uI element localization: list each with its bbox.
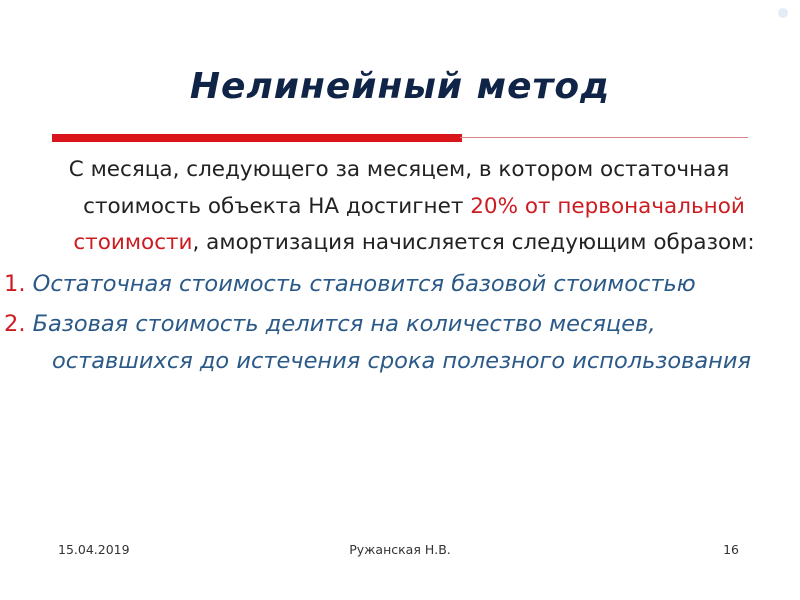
intro-paragraph — [40, 152, 758, 262]
list-item-number: 2. — [4, 311, 26, 337]
list-item-number: 1. — [4, 270, 26, 297]
title-underline-thin — [460, 137, 748, 138]
footer-author: Ружанская Н.В. — [349, 542, 451, 557]
intro-text-end: , амортизация начисляется следующим образом: — [192, 230, 755, 255]
list-item — [4, 266, 758, 303]
title-underline-bar — [52, 134, 462, 142]
list-item-text: Остаточная стоимость становится базовой стоимостью — [32, 270, 696, 297]
intro-highlight: 20% от первоначальной стоимости — [73, 193, 745, 255]
list-item — [4, 306, 758, 379]
slide-body — [4, 152, 758, 379]
footer-page-number: 16 — [723, 542, 739, 557]
slide-title: Нелинейный метод — [189, 66, 611, 107]
list-item-text: Базовая стоимость делится на количество месяцев, оставшихся до истечения срока полезного использования — [32, 311, 752, 374]
intro-text-start: С месяца, следующего за месяцем, в котором остаточная стоимость объекта НА достигнет — [68, 157, 730, 219]
steps-list — [4, 266, 758, 380]
corner-dot-icon — [778, 8, 788, 18]
footer-date: 15.04.2019 — [58, 542, 130, 557]
